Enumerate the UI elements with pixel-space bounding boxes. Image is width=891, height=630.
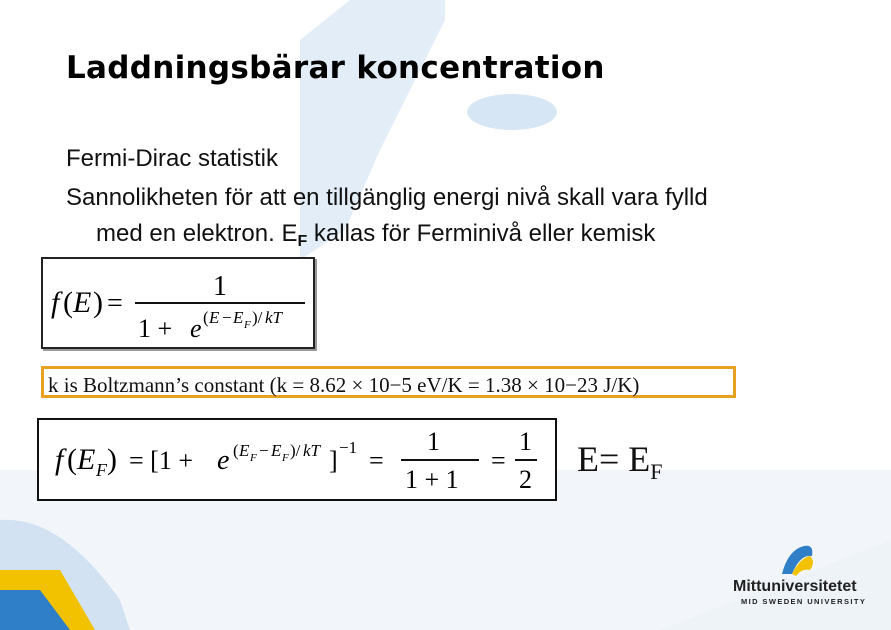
svg-text:kT: kT (303, 441, 320, 460)
svg-text:E: E (73, 286, 92, 319)
svg-text:]: ] (329, 446, 338, 475)
fermi-level-equation (37, 418, 557, 501)
svg-text:f: f (51, 286, 60, 319)
svg-text:−: − (222, 308, 232, 327)
svg-text:F: F (96, 460, 107, 480)
svg-text:F: F (244, 319, 251, 331)
svg-text:−1: −1 (339, 438, 358, 457)
text-line-fermi-level (96, 220, 655, 251)
svg-text:1: 1 (213, 271, 227, 302)
svg-text:): ) (107, 443, 117, 476)
boltzmann-constant-box (41, 366, 736, 398)
svg-text:e: e (217, 445, 230, 476)
svg-text:1: 1 (427, 427, 440, 456)
svg-text:E: E (77, 443, 96, 476)
svg-text:1: 1 (519, 427, 532, 456)
fermi-condition-main: E= E (577, 439, 651, 479)
svg-text:= [1 +: = [1 + (129, 446, 193, 475)
svg-text:1 + 1: 1 + 1 (405, 465, 459, 494)
svg-text:): ) (93, 286, 103, 319)
svg-text:1 +: 1 + (138, 314, 173, 343)
svg-text:f: f (55, 443, 64, 476)
svg-text:−: − (259, 441, 269, 460)
fermi-condition-sub: F (650, 459, 663, 484)
svg-text:=: = (491, 446, 506, 475)
logo-name: Mittuniversitetet (733, 578, 857, 595)
svg-text:E: E (233, 308, 244, 327)
svg-text:2: 2 (519, 465, 532, 494)
svg-text:E: E (209, 308, 220, 327)
svg-text:F: F (250, 452, 257, 464)
svg-text:E: E (271, 441, 282, 460)
text-line-3a: med en elektron. E (96, 220, 298, 247)
svg-text:(: ( (63, 286, 73, 319)
svg-text:=: = (369, 446, 384, 475)
text-line-3b: kallas för Ferminivå eller kemisk (307, 220, 656, 247)
slide-title: Laddningsbärar koncentration (66, 50, 605, 86)
text-line-probability: Sannolikheten för att en tillgänglig energi nivå skall vara fylld (66, 184, 708, 211)
svg-text:)/: )/ (290, 441, 301, 460)
fermi-condition-label (577, 438, 663, 485)
fermi-function-equation (41, 257, 315, 349)
svg-text:F: F (282, 452, 289, 464)
svg-text:(: ( (233, 441, 239, 460)
svg-text:(: ( (67, 443, 77, 476)
svg-text:=: = (107, 288, 123, 319)
logo-subtitle: MID SWEDEN UNIVERSITY (741, 597, 867, 606)
svg-text:(: ( (203, 308, 209, 327)
svg-text:kT: kT (265, 308, 282, 327)
subscript-f: F (297, 233, 308, 250)
svg-text:e: e (190, 314, 202, 343)
text-line-fermi-dirac: Fermi-Dirac statistik (66, 145, 279, 172)
boltzmann-constant-text: k is Boltzmann’s constant (k = 8.62 × 10−5 eV/K = 1.38 × 10−23 J/K) (48, 373, 640, 397)
svg-text:)/: )/ (252, 308, 263, 327)
svg-text:E: E (239, 441, 250, 460)
